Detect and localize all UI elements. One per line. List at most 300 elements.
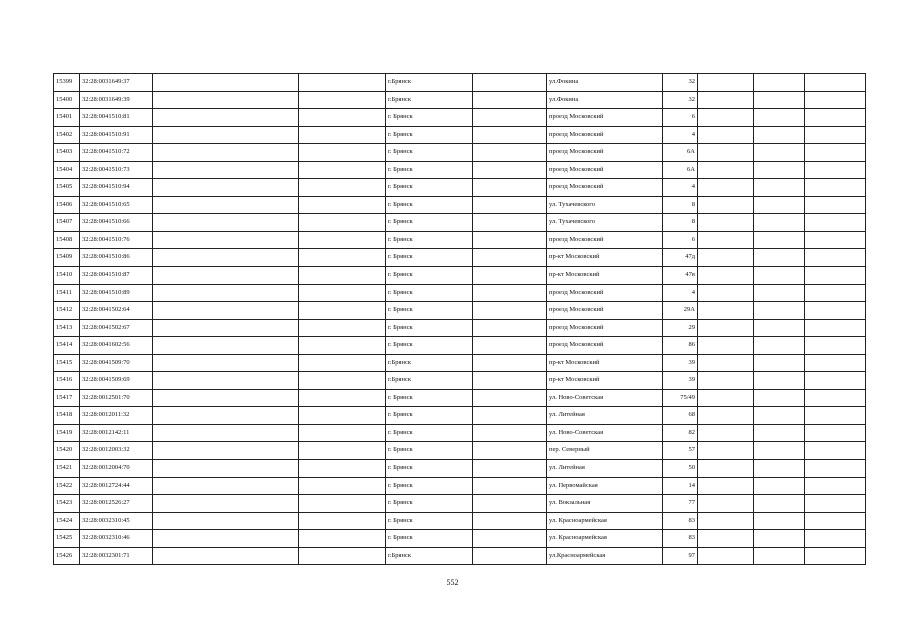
table-row <box>54 337 866 355</box>
col-10-cell <box>754 231 805 249</box>
col-10-cell <box>754 249 805 267</box>
cadastral-number-cell: 32:28:0041510:65 <box>80 196 153 214</box>
col-11-cell <box>805 547 866 565</box>
col-10-cell <box>754 389 805 407</box>
table-row <box>54 214 866 232</box>
cadastral-number-cell: 32:28:0041510:89 <box>80 284 153 302</box>
row-number-cell: 15404 <box>54 161 80 179</box>
col-4-cell <box>299 354 386 372</box>
col-6-cell <box>473 389 547 407</box>
cadastral-number-cell: 32:28:0041510:72 <box>80 144 153 162</box>
table-row <box>54 74 866 92</box>
cadastral-number-cell: 32:28:0041510:73 <box>80 161 153 179</box>
city-cell: г. Брянск <box>386 495 473 513</box>
city-cell: г. Брянск <box>386 267 473 285</box>
col-3-cell <box>153 302 299 320</box>
cadastral-number-cell: 32:28:0032310:45 <box>80 512 153 530</box>
col-9-cell <box>698 144 754 162</box>
house-number-cell: 50 <box>663 460 698 478</box>
table-row <box>54 389 866 407</box>
street-cell: ул. Тухачевского <box>547 196 663 214</box>
col-6-cell <box>473 319 547 337</box>
city-cell: г. Брянск <box>386 109 473 127</box>
row-number-cell: 15420 <box>54 442 80 460</box>
table-row <box>54 547 866 565</box>
city-cell: г. Брянск <box>386 337 473 355</box>
col-6-cell <box>473 460 547 478</box>
table-row <box>54 126 866 144</box>
house-number-cell: 14 <box>663 477 698 495</box>
col-11-cell <box>805 74 866 92</box>
table-row <box>54 460 866 478</box>
street-cell: ул. Литейная <box>547 407 663 425</box>
col-4-cell <box>299 74 386 92</box>
city-cell: г. Брянск <box>386 407 473 425</box>
col-4-cell <box>299 109 386 127</box>
col-4-cell <box>299 126 386 144</box>
house-number-cell: 8 <box>663 196 698 214</box>
cadastral-number-cell: 32:28:0041510:94 <box>80 179 153 197</box>
row-number-cell: 15412 <box>54 302 80 320</box>
street-cell: проезд Московский <box>547 109 663 127</box>
city-cell: г. Брянск <box>386 530 473 548</box>
col-10-cell <box>754 91 805 109</box>
street-cell: пр-кт Московский <box>547 249 663 267</box>
col-10-cell <box>754 144 805 162</box>
col-10-cell <box>754 354 805 372</box>
row-number-cell: 15424 <box>54 512 80 530</box>
col-9-cell <box>698 91 754 109</box>
table-row <box>54 179 866 197</box>
street-cell: ул. Вокзальная <box>547 495 663 513</box>
col-9-cell <box>698 442 754 460</box>
row-number-cell: 15399 <box>54 74 80 92</box>
city-cell: г. Брянск <box>386 126 473 144</box>
house-number-cell: 47д <box>663 249 698 267</box>
city-cell: г.Брянск <box>386 74 473 92</box>
city-cell: г. Брянск <box>386 249 473 267</box>
col-3-cell <box>153 267 299 285</box>
house-number-cell: 32 <box>663 91 698 109</box>
city-cell: г. Брянск <box>386 196 473 214</box>
col-11-cell <box>805 319 866 337</box>
col-6-cell <box>473 477 547 495</box>
row-number-cell: 15422 <box>54 477 80 495</box>
col-9-cell <box>698 477 754 495</box>
col-9-cell <box>698 302 754 320</box>
col-3-cell <box>153 284 299 302</box>
table-row <box>54 407 866 425</box>
col-4-cell <box>299 372 386 390</box>
cadastral-number-cell: 32:28:0012004:70 <box>80 460 153 478</box>
row-number-cell: 15417 <box>54 389 80 407</box>
col-10-cell <box>754 547 805 565</box>
col-6-cell <box>473 337 547 355</box>
col-6-cell <box>473 74 547 92</box>
city-cell: г. Брянск <box>386 389 473 407</box>
col-3-cell <box>153 477 299 495</box>
house-number-cell: 29 <box>663 319 698 337</box>
col-6-cell <box>473 354 547 372</box>
cadastral-number-cell: 32:28:0041510:91 <box>80 126 153 144</box>
street-cell: ул. Тухачевского <box>547 214 663 232</box>
col-4-cell <box>299 530 386 548</box>
cadastral-number-cell: 32:28:0041509:69 <box>80 372 153 390</box>
col-4-cell <box>299 424 386 442</box>
house-number-cell: 83 <box>663 512 698 530</box>
city-cell: г. Брянск <box>386 161 473 179</box>
col-9-cell <box>698 512 754 530</box>
col-4-cell <box>299 337 386 355</box>
col-6-cell <box>473 231 547 249</box>
col-6-cell <box>473 495 547 513</box>
col-4-cell <box>299 214 386 232</box>
col-10-cell <box>754 477 805 495</box>
col-9-cell <box>698 249 754 267</box>
street-cell: пр-кт Московский <box>547 372 663 390</box>
street-cell: ул. Ново-Советская <box>547 389 663 407</box>
city-cell: г.Брянск <box>386 354 473 372</box>
col-11-cell <box>805 144 866 162</box>
street-cell: пер. Северный <box>547 442 663 460</box>
col-3-cell <box>153 196 299 214</box>
col-6-cell <box>473 424 547 442</box>
house-number-cell: 39 <box>663 354 698 372</box>
col-10-cell <box>754 74 805 92</box>
col-11-cell <box>805 442 866 460</box>
col-10-cell <box>754 196 805 214</box>
cadastral-number-cell: 32:28:0012724:44 <box>80 477 153 495</box>
city-cell: г. Брянск <box>386 512 473 530</box>
table-row <box>54 144 866 162</box>
col-4-cell <box>299 547 386 565</box>
col-10-cell <box>754 161 805 179</box>
col-11-cell <box>805 424 866 442</box>
house-number-cell: 4 <box>663 179 698 197</box>
col-10-cell <box>754 109 805 127</box>
col-3-cell <box>153 91 299 109</box>
city-cell: г. Брянск <box>386 442 473 460</box>
table-row <box>54 495 866 513</box>
col-9-cell <box>698 126 754 144</box>
col-9-cell <box>698 337 754 355</box>
col-6-cell <box>473 530 547 548</box>
col-11-cell <box>805 91 866 109</box>
col-4-cell <box>299 179 386 197</box>
row-number-cell: 15409 <box>54 249 80 267</box>
col-6-cell <box>473 214 547 232</box>
row-number-cell: 15400 <box>54 91 80 109</box>
col-4-cell <box>299 284 386 302</box>
col-6-cell <box>473 109 547 127</box>
col-9-cell <box>698 495 754 513</box>
col-3-cell <box>153 126 299 144</box>
cadastral-number-cell: 32:28:0031649:39 <box>80 91 153 109</box>
row-number-cell: 15403 <box>54 144 80 162</box>
table-row <box>54 249 866 267</box>
col-11-cell <box>805 354 866 372</box>
col-10-cell <box>754 302 805 320</box>
cadastral-number-cell: 32:28:0041510:76 <box>80 231 153 249</box>
row-number-cell: 15410 <box>54 267 80 285</box>
street-cell: ул. Ново-Советская <box>547 424 663 442</box>
street-cell: проезд Московский <box>547 126 663 144</box>
col-11-cell <box>805 477 866 495</box>
col-6-cell <box>473 302 547 320</box>
col-11-cell <box>805 495 866 513</box>
cadastral-number-cell: 32:28:0041509:70 <box>80 354 153 372</box>
col-11-cell <box>805 407 866 425</box>
street-cell: проезд Московский <box>547 302 663 320</box>
house-number-cell: 39 <box>663 372 698 390</box>
house-number-cell: 47в <box>663 267 698 285</box>
house-number-cell: 4 <box>663 284 698 302</box>
col-6-cell <box>473 179 547 197</box>
street-cell: ул. Литейная <box>547 460 663 478</box>
col-3-cell <box>153 530 299 548</box>
row-number-cell: 15408 <box>54 231 80 249</box>
table-row <box>54 372 866 390</box>
cadastral-number-cell: 32:28:0041502:64 <box>80 302 153 320</box>
table-row <box>54 530 866 548</box>
table-row <box>54 512 866 530</box>
table-row <box>54 267 866 285</box>
house-number-cell: 82 <box>663 424 698 442</box>
cadastral-number-cell: 32:28:0041510:86 <box>80 249 153 267</box>
col-4-cell <box>299 267 386 285</box>
col-10-cell <box>754 179 805 197</box>
house-number-cell: 68 <box>663 407 698 425</box>
col-9-cell <box>698 547 754 565</box>
cadastral-number-cell: 32:28:0032310:46 <box>80 530 153 548</box>
city-cell: г. Брянск <box>386 424 473 442</box>
col-11-cell <box>805 267 866 285</box>
col-9-cell <box>698 407 754 425</box>
city-cell: г. Брянск <box>386 284 473 302</box>
col-11-cell <box>805 512 866 530</box>
street-cell: пр-кт Московский <box>547 354 663 372</box>
row-number-cell: 15414 <box>54 337 80 355</box>
col-4-cell <box>299 495 386 513</box>
row-number-cell: 15407 <box>54 214 80 232</box>
house-number-cell: 4 <box>663 126 698 144</box>
col-4-cell <box>299 249 386 267</box>
street-cell: проезд Московский <box>547 319 663 337</box>
col-4-cell <box>299 460 386 478</box>
col-4-cell <box>299 389 386 407</box>
col-6-cell <box>473 512 547 530</box>
house-number-cell: 77 <box>663 495 698 513</box>
col-3-cell <box>153 547 299 565</box>
house-number-cell: 8 <box>663 214 698 232</box>
col-11-cell <box>805 214 866 232</box>
row-number-cell: 15423 <box>54 495 80 513</box>
col-9-cell <box>698 179 754 197</box>
row-number-cell: 15405 <box>54 179 80 197</box>
house-number-cell: 6 <box>663 231 698 249</box>
col-3-cell <box>153 460 299 478</box>
col-11-cell <box>805 302 866 320</box>
col-9-cell <box>698 424 754 442</box>
row-number-cell: 15411 <box>54 284 80 302</box>
col-10-cell <box>754 407 805 425</box>
col-6-cell <box>473 126 547 144</box>
street-cell: ул.Красноармейская <box>547 547 663 565</box>
city-cell: г.Брянск <box>386 91 473 109</box>
col-6-cell <box>473 267 547 285</box>
col-3-cell <box>153 249 299 267</box>
table-row <box>54 319 866 337</box>
col-11-cell <box>805 284 866 302</box>
city-cell: г. Брянск <box>386 319 473 337</box>
house-number-cell: 57 <box>663 442 698 460</box>
col-6-cell <box>473 91 547 109</box>
street-cell: проезд Московский <box>547 231 663 249</box>
street-cell: ул. Красноармейская <box>547 530 663 548</box>
col-3-cell <box>153 389 299 407</box>
col-9-cell <box>698 460 754 478</box>
col-3-cell <box>153 319 299 337</box>
col-10-cell <box>754 442 805 460</box>
table-row <box>54 231 866 249</box>
col-6-cell <box>473 442 547 460</box>
col-3-cell <box>153 74 299 92</box>
col-11-cell <box>805 126 866 144</box>
col-3-cell <box>153 424 299 442</box>
col-9-cell <box>698 530 754 548</box>
col-3-cell <box>153 214 299 232</box>
house-number-cell: 75/49 <box>663 389 698 407</box>
table-row <box>54 109 866 127</box>
cadastral-number-cell: 32:28:0041510:81 <box>80 109 153 127</box>
street-cell: проезд Московский <box>547 284 663 302</box>
street-cell: проезд Московский <box>547 337 663 355</box>
col-9-cell <box>698 109 754 127</box>
col-9-cell <box>698 319 754 337</box>
col-4-cell <box>299 196 386 214</box>
col-4-cell <box>299 512 386 530</box>
col-4-cell <box>299 144 386 162</box>
row-number-cell: 15425 <box>54 530 80 548</box>
row-number-cell: 15402 <box>54 126 80 144</box>
col-11-cell <box>805 196 866 214</box>
city-cell: г. Брянск <box>386 460 473 478</box>
col-11-cell <box>805 460 866 478</box>
city-cell: г. Брянск <box>386 302 473 320</box>
col-3-cell <box>153 495 299 513</box>
col-3-cell <box>153 354 299 372</box>
col-3-cell <box>153 144 299 162</box>
table-row <box>54 91 866 109</box>
col-3-cell <box>153 179 299 197</box>
street-cell: проезд Московский <box>547 144 663 162</box>
col-9-cell <box>698 389 754 407</box>
cadastral-number-cell: 32:28:0031649:37 <box>80 74 153 92</box>
row-number-cell: 15415 <box>54 354 80 372</box>
col-11-cell <box>805 249 866 267</box>
row-number-cell: 15413 <box>54 319 80 337</box>
col-10-cell <box>754 460 805 478</box>
cadastral-number-cell: 32:28:0041502:67 <box>80 319 153 337</box>
col-11-cell <box>805 530 866 548</box>
city-cell: г. Брянск <box>386 477 473 495</box>
page-number: 552 <box>446 578 459 587</box>
col-10-cell <box>754 495 805 513</box>
col-11-cell <box>805 109 866 127</box>
col-11-cell <box>805 161 866 179</box>
street-cell: ул. Красноармейская <box>547 512 663 530</box>
street-cell: пр-кт Московский <box>547 267 663 285</box>
street-cell: проезд Московский <box>547 179 663 197</box>
row-number-cell: 15416 <box>54 372 80 390</box>
table-row <box>54 284 866 302</box>
col-6-cell <box>473 547 547 565</box>
col-11-cell <box>805 179 866 197</box>
row-number-cell: 15419 <box>54 424 80 442</box>
city-cell: г. Брянск <box>386 214 473 232</box>
street-cell: ул. Первомайская <box>547 477 663 495</box>
cadastral-number-cell: 32:28:0012526:27 <box>80 495 153 513</box>
row-number-cell: 15418 <box>54 407 80 425</box>
col-9-cell <box>698 372 754 390</box>
col-6-cell <box>473 196 547 214</box>
house-number-cell: 86 <box>663 337 698 355</box>
row-number-cell: 15421 <box>54 460 80 478</box>
house-number-cell: 83 <box>663 530 698 548</box>
col-10-cell <box>754 530 805 548</box>
col-6-cell <box>473 161 547 179</box>
city-cell: г. Брянск <box>386 231 473 249</box>
col-3-cell <box>153 231 299 249</box>
house-number-cell: 6А <box>663 161 698 179</box>
col-4-cell <box>299 231 386 249</box>
street-cell: проезд Московский <box>547 161 663 179</box>
row-number-cell: 15401 <box>54 109 80 127</box>
col-3-cell <box>153 512 299 530</box>
table-row <box>54 442 866 460</box>
col-10-cell <box>754 214 805 232</box>
col-3-cell <box>153 442 299 460</box>
table-row <box>54 196 866 214</box>
col-11-cell <box>805 389 866 407</box>
col-10-cell <box>754 284 805 302</box>
cadastral-number-cell: 32:28:0041510:87 <box>80 267 153 285</box>
table-row <box>54 354 866 372</box>
col-9-cell <box>698 267 754 285</box>
city-cell: г.Брянск <box>386 547 473 565</box>
col-3-cell <box>153 161 299 179</box>
house-number-cell: 29А <box>663 302 698 320</box>
city-cell: г. Брянск <box>386 144 473 162</box>
col-10-cell <box>754 424 805 442</box>
col-10-cell <box>754 372 805 390</box>
city-cell: г. Брянск <box>386 179 473 197</box>
col-9-cell <box>698 231 754 249</box>
col-6-cell <box>473 144 547 162</box>
col-11-cell <box>805 372 866 390</box>
col-3-cell <box>153 109 299 127</box>
cadastral-number-cell: 32:28:0032301:71 <box>80 547 153 565</box>
col-3-cell <box>153 372 299 390</box>
col-9-cell <box>698 284 754 302</box>
cadastral-number-cell: 32:28:0012011:32 <box>80 407 153 425</box>
house-number-cell: 97 <box>663 547 698 565</box>
col-9-cell <box>698 161 754 179</box>
col-4-cell <box>299 477 386 495</box>
col-10-cell <box>754 319 805 337</box>
col-4-cell <box>299 442 386 460</box>
col-6-cell <box>473 372 547 390</box>
